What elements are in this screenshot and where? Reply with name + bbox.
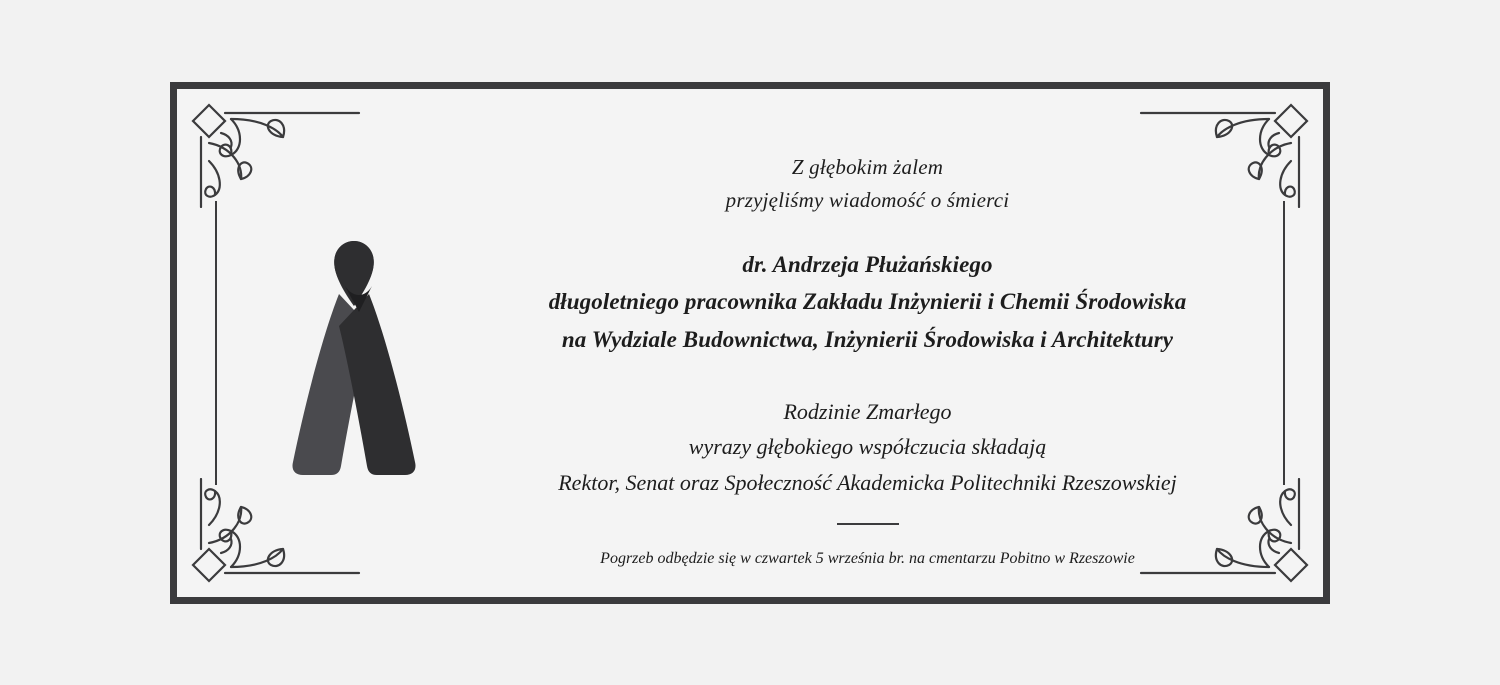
condolence-line-2: wyrazy głębokiego współczucia składają bbox=[688, 434, 1047, 460]
condolences-block bbox=[467, 394, 1268, 501]
corner-flourish-ornament-icon bbox=[191, 478, 361, 583]
lead-line-1: Z głębokim żalem bbox=[791, 155, 944, 179]
obituary-text-block bbox=[467, 151, 1268, 571]
section-divider bbox=[837, 523, 899, 525]
funeral-note: Pogrzeb odbędzie się w czwartek 5 września br. na cmentarzu Pobitno w Rzeszowie bbox=[600, 549, 1135, 567]
condolence-line-3: Rektor, Senat oraz Społeczność Akademicka Politechniki Rzeszowskiej bbox=[558, 470, 1177, 496]
obituary-notice-card bbox=[170, 82, 1330, 604]
notice-inner-frame bbox=[177, 89, 1323, 597]
deceased-name: dr. Andrzeja Płużańskiego bbox=[742, 252, 993, 278]
condolence-line-1: Rodzinie Zmarłego bbox=[783, 398, 952, 424]
deceased-title-1: długoletniego pracownika Zakładu Inżynierii i Chemii Środowiska bbox=[548, 289, 1187, 315]
lead-line-2: przyjęliśmy wiadomość o śmierci bbox=[725, 187, 1010, 212]
frame-side-rule-left bbox=[215, 201, 217, 485]
lead-text bbox=[467, 151, 1268, 216]
corner-flourish-ornament-icon bbox=[191, 103, 361, 208]
mourning-ribbon-icon bbox=[277, 234, 432, 479]
frame-side-rule-right bbox=[1283, 201, 1285, 485]
deceased-title-2: na Wydziale Budownictwa, Inżynierii Środowiska i Architektury bbox=[561, 326, 1174, 352]
deceased-block bbox=[467, 246, 1268, 358]
